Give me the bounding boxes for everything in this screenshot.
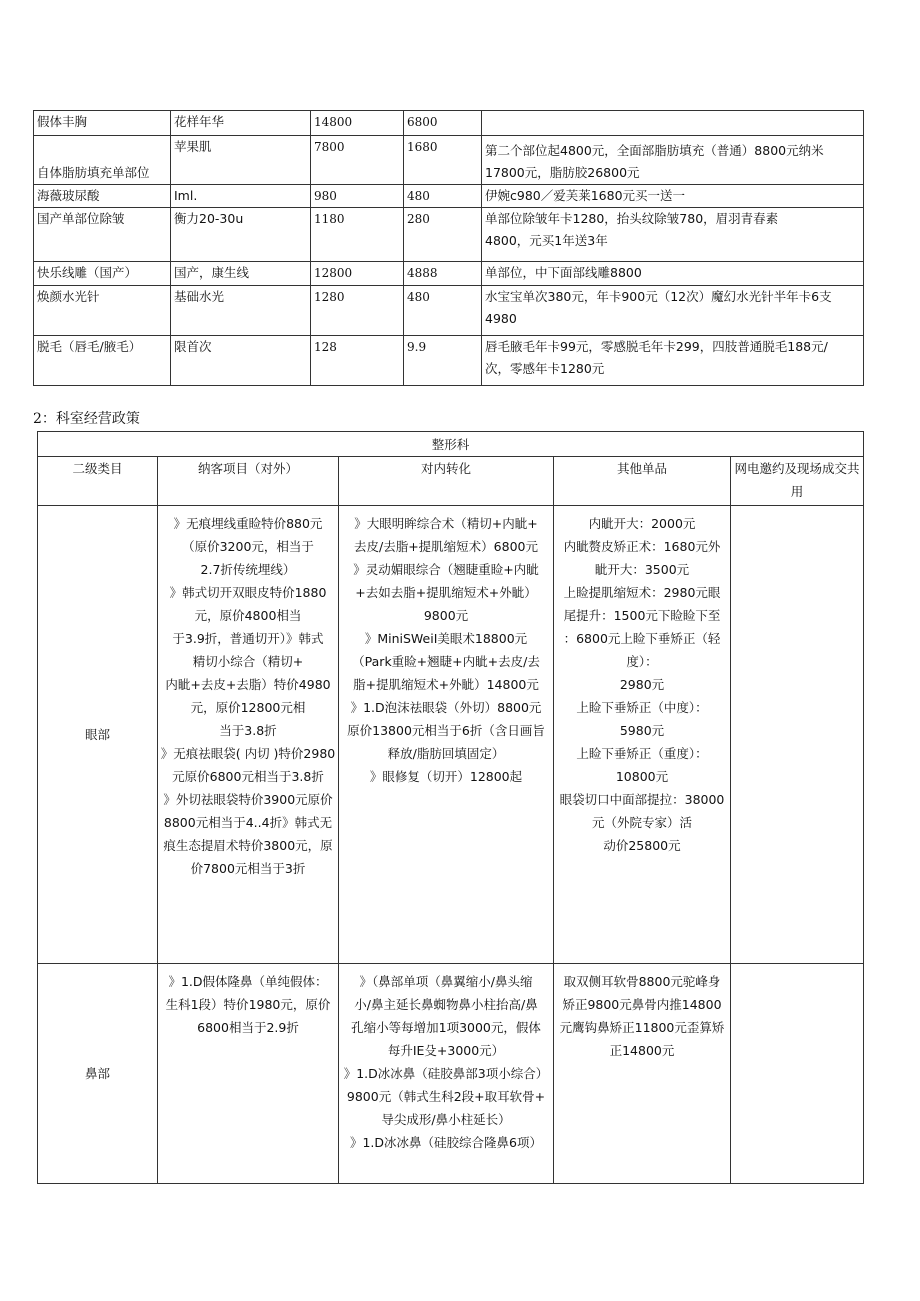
- policy-line: 矫正9800元鼻骨内推14800: [562, 997, 722, 1012]
- policy-line: 动价25800元: [603, 838, 681, 853]
- price-original: 12800: [311, 262, 404, 286]
- policy-line: 》无痕祛眼袋( 内切 )特价2980: [160, 746, 336, 761]
- policy-line: 上睑提肌缩短术：2980元眼: [563, 585, 721, 600]
- price-product: 限首次: [171, 336, 311, 386]
- policy-acquisition-cell: [158, 506, 339, 964]
- policy-line: 》（鼻部单项（鼻翼缩小/鼻头缩: [359, 974, 533, 989]
- policy-line: 眼袋切口中面部提拉：38000: [559, 792, 725, 807]
- policy-line: 元，原价12800元相: [190, 700, 306, 715]
- price-promo: 280: [404, 208, 482, 262]
- policy-line: 》1.D冰冰鼻（硅胶综合隆鼻6项）: [349, 1135, 542, 1150]
- policy-shared-cell: [731, 964, 864, 1184]
- policy-line: +去如去脂+提肌缩短术+外眦）: [355, 585, 537, 600]
- price-row: [34, 185, 864, 208]
- policy-line: 导尖成形/鼻小柱延长）: [381, 1112, 511, 1127]
- price-note: [482, 336, 864, 386]
- policy-line: 》灵动媚眼综合（翘睫重睑+内眦: [353, 562, 539, 577]
- price-note-line: 单部位除皱年卡1280，抬头纹除皱780，眉羽青春素: [485, 211, 779, 226]
- policy-line: （Park重睑+翘睫+内眦+去皮/去: [352, 654, 540, 669]
- policy-line: 正14800元: [609, 1043, 675, 1058]
- policy-category: 鼻部: [38, 964, 158, 1184]
- price-note: [482, 286, 864, 336]
- price-note: [482, 208, 864, 262]
- price-original: 7800: [311, 136, 404, 185]
- policy-conversion-cell: [339, 506, 554, 964]
- price-item-name: 快乐线雕（国产）: [34, 262, 171, 286]
- policy-category: 眼部: [38, 506, 158, 964]
- price-note: [482, 136, 864, 185]
- header-other-items: 其他单品: [554, 457, 731, 506]
- policy-line: 》眼修复（切开）12800起: [369, 769, 523, 784]
- price-item-name: 脱毛（唇毛/腋毛）: [34, 336, 171, 386]
- policy-line: 》韩式切开双眼皮特价1880: [169, 585, 327, 600]
- policy-line: 2980元: [619, 677, 665, 692]
- price-item-name: 海薇玻尿酸: [34, 185, 171, 208]
- policy-line: 6800相当于2.9折: [197, 1020, 299, 1035]
- policy-line: 孔缩小等每增加1项3000元，假体: [351, 1020, 541, 1035]
- price-note: [482, 262, 864, 286]
- policy-line: 9800元: [423, 608, 469, 623]
- policy-line: 2.7折传统埋线）: [200, 562, 296, 577]
- policy-line: 元（外院专家）活: [591, 815, 692, 830]
- price-note-line: 4980: [485, 311, 517, 326]
- price-original: 128: [311, 336, 404, 386]
- policy-line: 内眦开大：2000元: [588, 516, 696, 531]
- price-promo: 480: [404, 185, 482, 208]
- policy-line: 上睑下垂矫正（中度）：: [576, 700, 708, 715]
- policy-line: 》1.D冰冰鼻（硅胶鼻部3项小综合）: [343, 1066, 549, 1081]
- price-row: [34, 262, 864, 286]
- policy-line: 释放/脂肪回填固定）: [387, 746, 505, 761]
- price-product: 衡力20-30u: [171, 208, 311, 262]
- policy-line: 元鹰钩鼻矫正11800元歪算矫: [559, 1020, 725, 1035]
- policy-line: 10800元: [615, 769, 669, 784]
- price-row: [34, 111, 864, 136]
- policy-line: 》1.D假体隆鼻（单纯假体：: [168, 974, 328, 989]
- price-original: 980: [311, 185, 404, 208]
- header-conversion: 对内转化: [339, 457, 554, 506]
- policy-line: 元，原价4800相当: [194, 608, 302, 623]
- policy-line: 生科1段）特价1980元，原价: [165, 997, 331, 1012]
- price-original: 14800: [311, 111, 404, 136]
- price-item-name: 假体丰胸: [34, 111, 171, 136]
- price-promo: 1680: [404, 136, 482, 185]
- policy-line: 》大眼明眸综合术（精切+内眦+: [354, 516, 538, 531]
- price-product: Iml.: [171, 185, 311, 208]
- price-note-line: 第二个部位起4800元，全面部脂肪填充（普通）8800元纳米: [485, 143, 824, 158]
- policy-line: 于3.9折，普通切开）》韩式: [172, 631, 324, 646]
- price-original: 1280: [311, 286, 404, 336]
- price-row: [34, 136, 864, 185]
- policy-line: 9800元（韩式生科2段+取耳软骨+: [346, 1089, 546, 1104]
- price-note-line: 伊婉c980／爱芙莱1680元买一送一: [485, 188, 686, 203]
- price-row: [34, 286, 864, 336]
- policy-table-title: 整形科: [38, 432, 864, 457]
- section-heading: 2：科室经营政策: [33, 411, 140, 427]
- price-note: [482, 111, 864, 136]
- price-product: 花样年华: [171, 111, 311, 136]
- price-item-name: 自体脂肪填充单部位: [34, 136, 171, 185]
- header-shared: 网电邀约及现场成交共用: [731, 457, 864, 506]
- price-promo: 4888: [404, 262, 482, 286]
- policy-line: 内眦+去皮+去脂）特价4980: [165, 677, 331, 692]
- policy-line: 当于3.8折: [219, 723, 277, 738]
- price-row: [34, 336, 864, 386]
- price-row: [34, 208, 864, 262]
- header-category: 二级类目: [38, 457, 158, 506]
- price-note-line: 4800，元买1年送3年: [485, 233, 608, 248]
- policy-shared-cell: [731, 506, 864, 964]
- policy-line: 上睑下垂矫正（重度）：: [576, 746, 708, 761]
- policy-line: 痕生态提眉术特价3800元，原: [163, 838, 333, 853]
- policy-line: 小/鼻主延长鼻蜘物鼻小柱抬高/鼻: [354, 997, 538, 1012]
- policy-line: 脂+提肌缩短术+外眦）14800元: [353, 677, 539, 692]
- policy-line: 度）：: [626, 654, 658, 669]
- policy-line: 元原价6800元相当于3.8折: [172, 769, 324, 784]
- policy-line: 》MiniSWeiI美眼术18800元: [364, 631, 528, 646]
- policy-line: 精切小综合（精切+: [192, 654, 304, 669]
- price-table: [33, 110, 864, 386]
- price-promo: 9.9: [404, 336, 482, 386]
- price-product: 基础水光: [171, 286, 311, 336]
- policy-conversion-cell: [339, 964, 554, 1184]
- price-promo: 6800: [404, 111, 482, 136]
- policy-line: 8800元相当于4..4折》韩式无: [163, 815, 333, 830]
- price-item-name: 焕颜水光针: [34, 286, 171, 336]
- price-promo: 480: [404, 286, 482, 336]
- policy-acquisition-cell: [158, 964, 339, 1184]
- policy-line: 每升IE殳+3000元）: [387, 1043, 505, 1058]
- header-acquisition: 纳客项目（对外）: [158, 457, 339, 506]
- policy-line: 去皮/去脂+提肌缩短术）6800元: [354, 539, 538, 554]
- policy-line: 》无痕埋线重睑特价880元: [173, 516, 323, 531]
- price-original: 1180: [311, 208, 404, 262]
- price-item-name: 国产单部位除皱: [34, 208, 171, 262]
- price-note-line: 17800元，脂肪胶26800元: [485, 165, 640, 180]
- policy-other-cell: [554, 506, 731, 964]
- price-note: [482, 185, 864, 208]
- policy-line: 取双侧耳软骨8800元驼峰身: [563, 974, 721, 989]
- price-product: 苹果肌: [171, 136, 311, 185]
- policy-line: 原价13800元相当于6折（含日画旨: [347, 723, 545, 738]
- policy-other-cell: [554, 964, 731, 1184]
- policy-line: 内眦赘皮矫正术：1680元外: [563, 539, 721, 554]
- policy-line: 5980元: [619, 723, 665, 738]
- policy-table: [37, 431, 864, 1184]
- policy-line: 》1.D泡沫祛眼袋（外切）8800元: [350, 700, 542, 715]
- price-note-line: 次，零感年卡1280元: [485, 361, 605, 376]
- policy-line: 价7800元相当于3折: [190, 861, 306, 876]
- policy-row: [38, 964, 864, 1184]
- policy-line: （原价3200元，相当于: [182, 539, 314, 554]
- price-note-line: 唇毛腋毛年卡99元，零感脱毛年卡299，四肢普通脱毛188元/: [485, 339, 828, 354]
- price-product: 国产，康生线: [171, 262, 311, 286]
- policy-row: [38, 506, 864, 964]
- price-note-line: 单部位，中下面部线雕8800: [485, 265, 642, 280]
- policy-line: 尾提升：1500元下睑睑下至: [563, 608, 721, 623]
- policy-line: ：6800元上睑下垂矫正（轻: [563, 631, 721, 646]
- policy-line: 眦开大：3500元: [594, 562, 690, 577]
- price-note-line: 水宝宝单次380元，年卡900元（12次）魔幻水光针半年卡6支: [485, 289, 832, 304]
- policy-line: 》外切祛眼袋特价3900元原价: [163, 792, 333, 807]
